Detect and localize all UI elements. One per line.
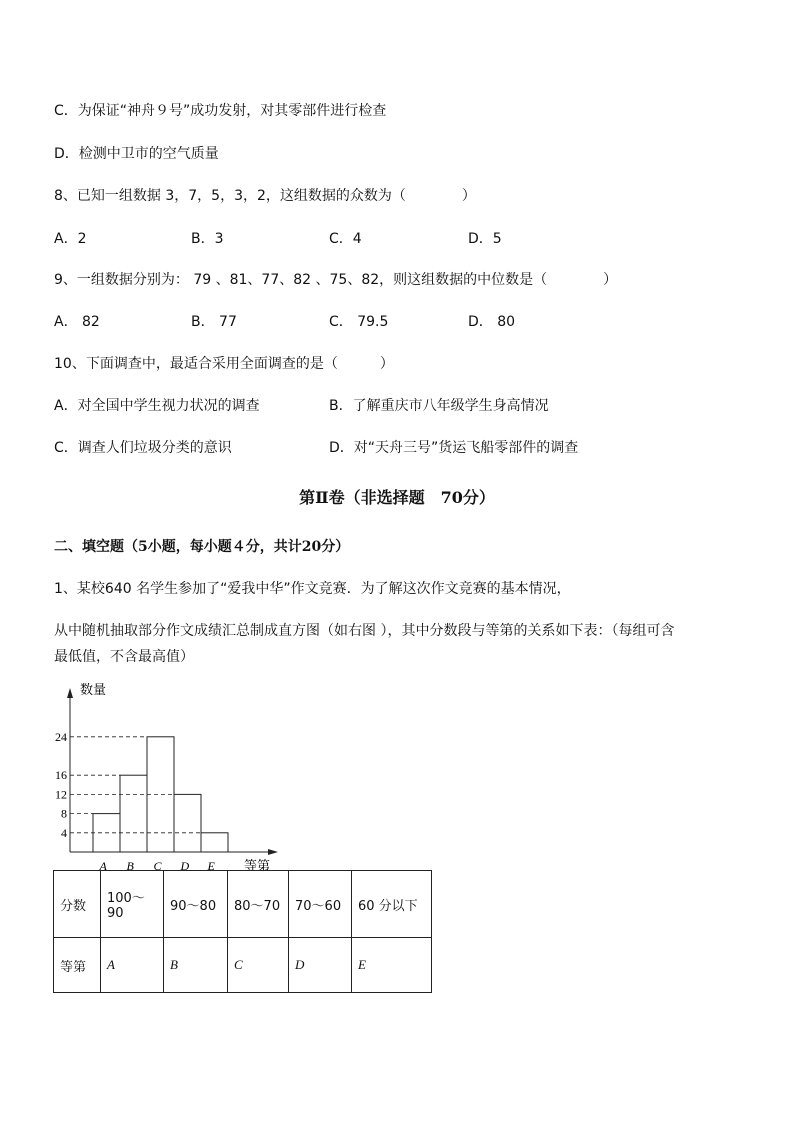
grade-cell: C [228, 938, 289, 993]
score-cell: 60 分以下 [352, 871, 432, 938]
table-header-grade: 等第 [54, 938, 101, 993]
q10-option-b: B．了解重庆市八年级学生身高情况 [329, 398, 549, 414]
category-label: A [99, 859, 107, 872]
q9-option-a: A． 82 [54, 314, 100, 330]
table-row [54, 871, 432, 938]
category-label: D [180, 859, 190, 872]
q9-stem: 9、一组数据分别为： 79 、81、77、82 、75、82，则这组数据的中位数是（ ） [54, 272, 618, 288]
part2-heading: 二、填空题（5小题，每小题４分，共计20分） [54, 539, 350, 555]
q8-option-d: D．5 [468, 231, 502, 247]
q9-option-d: D． 80 [468, 314, 516, 330]
grade-cell: E [352, 938, 432, 993]
bar-D [174, 794, 201, 852]
category-label: C [153, 859, 162, 872]
q8-option-c: C．4 [329, 231, 362, 247]
section-title: 第Ⅱ卷（非选择题 70分） [299, 488, 495, 507]
y-axis-arrow [67, 688, 73, 698]
q8-stem: 8、已知一组数据 3，7，5，3，2，这组数据的众数为（ ） [54, 188, 476, 204]
score-cell: 70～60 [289, 871, 352, 938]
q10-stem: 10、下面调查中，最适合采用全面调查的是（ ） [54, 356, 394, 372]
y-axis-label: 数量 [80, 683, 107, 698]
q7-option-d: D．检测中卫市的空气质量 [54, 146, 219, 162]
category-label: E [207, 859, 215, 872]
fill1-line2: 从中随机抽取部分作文成绩汇总制成直方图（如右图 ），其中分数段与等第的关系如下表：（每组可含 [54, 623, 675, 639]
x-axis-label: 等第 [244, 859, 271, 872]
fill1-line3: 最低值，不含最高值） [54, 649, 194, 665]
q8-option-b: B．3 [191, 231, 224, 247]
q10-option-a: A．对全国中学生视力状况的调查 [54, 398, 260, 414]
y-tick-label: 12 [55, 787, 67, 802]
histogram-chart [50, 680, 290, 872]
score-cell: 80～70 [228, 871, 289, 938]
table-row [54, 938, 432, 993]
grade-cell: B [164, 938, 228, 993]
fill1-line1: 1、某校640 名学生参加了“爱我中华”作文竞赛．为了解这次作文竞赛的基本情况， [54, 581, 571, 597]
grade-cell: D [289, 938, 352, 993]
q7-option-c: C．为保证“神舟９号”成功发射，对其零部件进行检查 [54, 103, 387, 119]
q10-option-d: D．对“天舟三号”货运飞船零部件的调查 [329, 440, 579, 456]
y-tick-label: 4 [61, 825, 67, 840]
q8-option-a: A．2 [54, 231, 87, 247]
category-label: B [126, 859, 134, 872]
grade-cell: A [101, 938, 164, 993]
y-tick-label: 24 [55, 729, 67, 744]
bar-B [120, 775, 147, 852]
q9-option-c: C． 79.5 [329, 314, 389, 330]
x-axis-arrow [268, 849, 278, 855]
q10-option-c: C．调查人们垃圾分类的意识 [54, 440, 232, 456]
y-tick-label: 8 [61, 806, 67, 821]
score-cell: 90～80 [164, 871, 228, 938]
q9-option-b: B． 77 [191, 314, 237, 330]
bar-E [201, 833, 228, 852]
score-cell: 100～90 [101, 871, 164, 938]
table-header-score: 分数 [54, 871, 101, 938]
y-tick-label: 16 [55, 768, 67, 783]
grade-table [53, 870, 432, 993]
